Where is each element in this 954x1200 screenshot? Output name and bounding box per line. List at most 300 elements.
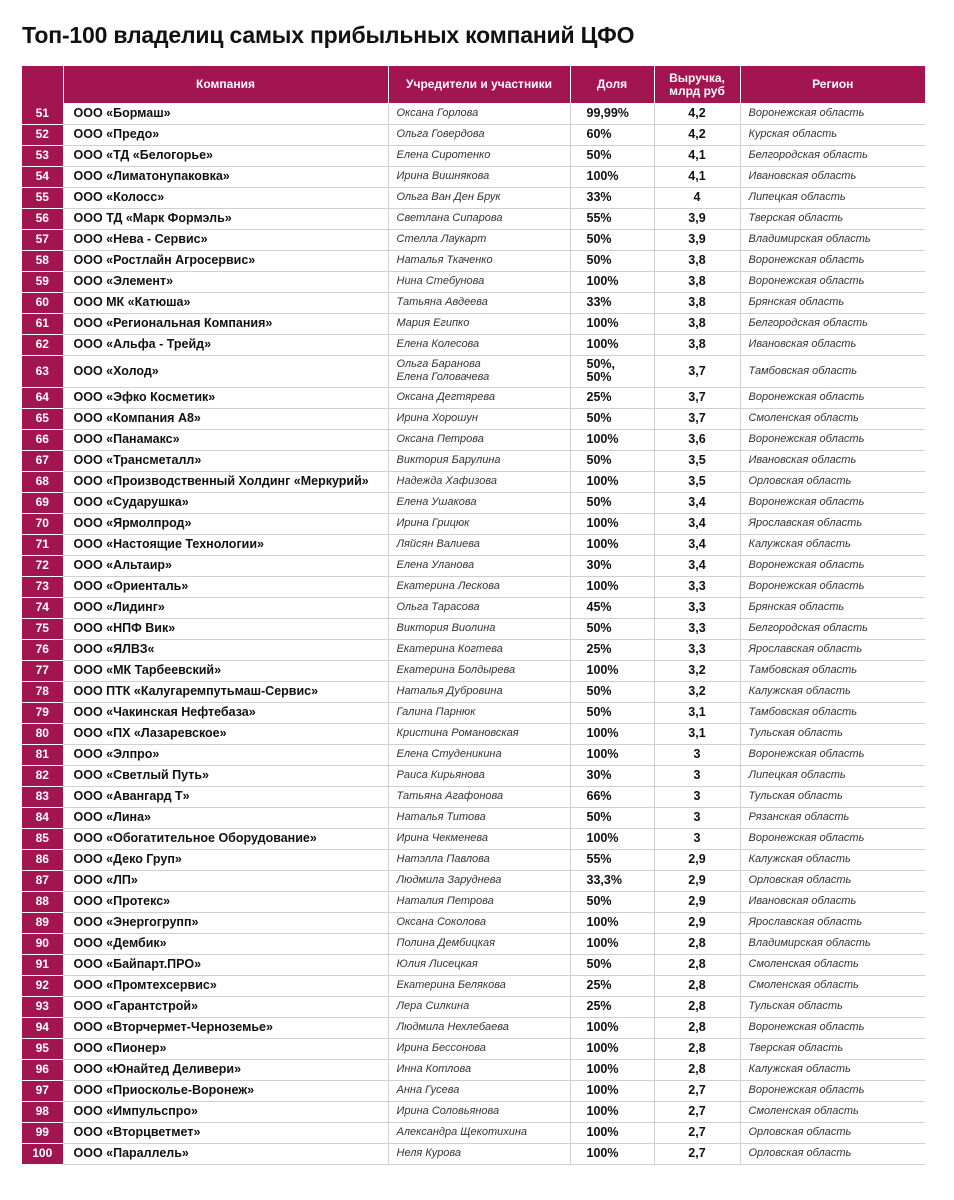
share-cell	[570, 271, 654, 292]
table-row	[22, 103, 925, 124]
revenue-value: 2,9	[654, 891, 740, 912]
revenue-value: 3,8	[654, 313, 740, 334]
revenue-value: 4,2	[654, 103, 740, 124]
company-name: ООО «Вторчермет-Черноземье»	[63, 1017, 388, 1038]
owner-name: Ирина Вишнякова	[396, 170, 490, 182]
table-row	[22, 492, 925, 513]
row-number: 67	[22, 450, 63, 471]
share-value: 100%	[586, 936, 619, 950]
region-name: Белгородская область	[740, 313, 925, 334]
company-name: ООО «Региональная Компания»	[63, 313, 388, 334]
share-value: 99,99%	[586, 105, 629, 120]
owner-name: Светлана Сипарова	[396, 212, 503, 224]
revenue-value: 2,7	[654, 1143, 740, 1164]
owner-name: Елена Сиротенко	[396, 149, 491, 161]
company-name: ООО «Байпарт.ПРО»	[63, 954, 388, 975]
region-name: Воронежская область	[740, 429, 925, 450]
share-value: 100%	[586, 474, 619, 488]
owner-name: Стелла Лаукарт	[396, 233, 487, 245]
company-name: ООО «Элпро»	[63, 744, 388, 765]
owner-name: Ольга Баранова	[396, 358, 481, 370]
owners-cell	[388, 870, 570, 891]
owner-name: Оксана Горлова	[396, 106, 479, 119]
table-row	[22, 229, 925, 250]
owner-name: Татьяна Авдеева	[396, 296, 488, 308]
revenue-value: 2,9	[654, 870, 740, 891]
owner-name: Елена Уланова	[396, 559, 475, 571]
share-cell	[570, 849, 654, 870]
owners-cell	[388, 387, 570, 408]
region-name: Воронежская область	[740, 387, 925, 408]
share-value: 100%	[586, 274, 619, 288]
owner-name: Виктория Виолина	[396, 622, 496, 634]
table-row	[22, 765, 925, 786]
share-value: 55%	[586, 211, 612, 225]
company-name: ООО «Лина»	[63, 807, 388, 828]
owners-cell	[388, 681, 570, 702]
revenue-value: 3	[654, 807, 740, 828]
region-name: Воронежская область	[740, 744, 925, 765]
row-number: 59	[22, 271, 63, 292]
owners-cell	[388, 166, 570, 187]
share-value: 100%	[586, 337, 619, 351]
share-value: 25%	[586, 978, 612, 992]
revenue-value: 3,4	[654, 555, 740, 576]
revenue-value: 2,7	[654, 1101, 740, 1122]
row-number: 91	[22, 954, 63, 975]
region-name: Орловская область	[740, 870, 925, 891]
owner-name: Екатерина Белякова	[396, 979, 506, 991]
company-name: ООО «ЯЛВЗ«	[63, 639, 388, 660]
share-value: 50%	[586, 148, 612, 162]
owners-cell	[388, 250, 570, 271]
revenue-value: 2,8	[654, 954, 740, 975]
owner-name: Наталия Петрова	[396, 895, 494, 907]
table-row	[22, 1080, 925, 1101]
share-cell	[570, 1143, 654, 1164]
owners-cell	[388, 912, 570, 933]
region-name: Воронежская область	[740, 828, 925, 849]
owners-cell	[388, 1143, 570, 1164]
table-row	[22, 870, 925, 891]
region-name: Воронежская область	[740, 1017, 925, 1038]
share-cell	[570, 429, 654, 450]
share-cell	[570, 891, 654, 912]
row-number: 88	[22, 891, 63, 912]
company-name: ООО «Настоящие Технологии»	[63, 534, 388, 555]
company-name: ООО «ТД «Белогорье»	[63, 145, 388, 166]
owner-name: Оксана Соколова	[396, 916, 487, 928]
share-value: 50%	[586, 495, 612, 509]
share-value: 50%	[586, 411, 612, 425]
owner-name: Оксана Петрова	[396, 433, 484, 445]
owners-table	[22, 66, 925, 1165]
company-name: ООО «Панамакс»	[63, 429, 388, 450]
owner-name: Ирина Грицюк	[396, 517, 470, 529]
table-row	[22, 208, 925, 229]
share-value: 100%	[586, 1083, 619, 1097]
region-name: Смоленская область	[740, 1101, 925, 1122]
owners-cell	[388, 1038, 570, 1059]
owner-name: Александра Щекотихина	[396, 1126, 528, 1138]
share-cell	[570, 450, 654, 471]
share-value: 55%	[586, 852, 612, 866]
region-name: Воронежская область	[740, 271, 925, 292]
region-name: Ивановская область	[740, 891, 925, 912]
region-name: Тверская область	[740, 208, 925, 229]
table-row	[22, 555, 925, 576]
region-name: Тверская область	[740, 1038, 925, 1059]
company-name: ООО «Ярмолпрод»	[63, 513, 388, 534]
table-row	[22, 912, 925, 933]
share-value: 100%	[586, 1041, 619, 1055]
share-cell	[570, 292, 654, 313]
row-number: 100	[22, 1143, 63, 1164]
share-value: 30%	[586, 768, 612, 782]
table-row	[22, 744, 925, 765]
company-name: ООО «Авангард Т»	[63, 786, 388, 807]
share-cell	[570, 681, 654, 702]
revenue-value: 3,1	[654, 723, 740, 744]
revenue-value: 4,1	[654, 145, 740, 166]
table-body	[22, 103, 925, 1164]
table-row	[22, 313, 925, 334]
company-name: ООО «Гарантстрой»	[63, 996, 388, 1017]
owner-name: Татьяна Агафонова	[396, 790, 504, 802]
share-cell	[570, 660, 654, 681]
revenue-value: 2,9	[654, 912, 740, 933]
owner-name: Елена Студеникина	[396, 748, 502, 760]
region-name: Брянская область	[740, 292, 925, 313]
company-name: ООО «Деко Груп»	[63, 849, 388, 870]
revenue-value: 3,8	[654, 292, 740, 313]
region-name: Калужская область	[740, 1059, 925, 1080]
share-cell	[570, 975, 654, 996]
table-row	[22, 1038, 925, 1059]
company-name: ООО «Нева - Сервис»	[63, 229, 388, 250]
region-name: Калужская область	[740, 534, 925, 555]
share-value: 100%	[586, 1062, 619, 1076]
region-name: Белгородская область	[740, 618, 925, 639]
revenue-value: 2,8	[654, 975, 740, 996]
company-name: ООО «Светлый Путь»	[63, 765, 388, 786]
row-number: 69	[22, 492, 63, 513]
owners-cell	[388, 639, 570, 660]
table-row	[22, 618, 925, 639]
revenue-value: 2,8	[654, 1017, 740, 1038]
row-number: 99	[22, 1122, 63, 1143]
revenue-value: 3,3	[654, 576, 740, 597]
share-cell	[570, 250, 654, 271]
owners-cell	[388, 450, 570, 471]
owners-cell	[388, 996, 570, 1017]
share-cell	[570, 313, 654, 334]
share-cell	[570, 954, 654, 975]
revenue-value: 4	[654, 187, 740, 208]
row-number: 51	[22, 103, 63, 124]
table-row	[22, 124, 925, 145]
revenue-value: 3,3	[654, 597, 740, 618]
region-name: Воронежская область	[740, 576, 925, 597]
share-value: 33,3%	[586, 873, 622, 887]
owner-name: Кристина Романовская	[396, 727, 519, 739]
region-name: Ярославская область	[740, 912, 925, 933]
share-cell	[570, 534, 654, 555]
table-row	[22, 723, 925, 744]
table-row	[22, 849, 925, 870]
owners-cell	[388, 765, 570, 786]
table-row	[22, 187, 925, 208]
share-cell	[570, 765, 654, 786]
owners-cell	[388, 103, 570, 124]
owner-name: Инна Котлова	[396, 1063, 472, 1075]
table-row	[22, 355, 925, 387]
company-name: ООО «Бормаш»	[63, 103, 388, 124]
row-number: 63	[22, 355, 63, 387]
revenue-value: 3,7	[654, 355, 740, 387]
owner-name: Ирина Чекменева	[396, 832, 488, 844]
share-value: 100%	[586, 1020, 619, 1034]
row-number: 68	[22, 471, 63, 492]
revenue-value: 2,8	[654, 933, 740, 954]
owners-cell	[388, 471, 570, 492]
share-value: 100%	[586, 537, 619, 551]
table-row	[22, 250, 925, 271]
owner-name: Надежда Хафизова	[396, 475, 497, 487]
share-cell	[570, 555, 654, 576]
owner-name: Елена Колесова	[396, 338, 480, 350]
revenue-value: 3,4	[654, 513, 740, 534]
revenue-value: 3,2	[654, 660, 740, 681]
table-row	[22, 891, 925, 912]
table-row	[22, 597, 925, 618]
table-row	[22, 975, 925, 996]
owners-cell	[388, 660, 570, 681]
owners-cell	[388, 933, 570, 954]
header-num	[22, 66, 63, 103]
owner-name: Ольга Говердова	[396, 128, 485, 140]
table-row	[22, 681, 925, 702]
table-row	[22, 271, 925, 292]
row-number: 94	[22, 1017, 63, 1038]
row-number: 90	[22, 933, 63, 954]
owners-cell	[388, 1122, 570, 1143]
row-number: 81	[22, 744, 63, 765]
revenue-value: 3,5	[654, 471, 740, 492]
region-name: Ярославская область	[740, 513, 925, 534]
table-row	[22, 1017, 925, 1038]
region-name: Калужская область	[740, 681, 925, 702]
region-name: Курская область	[740, 124, 925, 145]
share-value: 50%	[586, 370, 612, 384]
share-cell	[570, 1101, 654, 1122]
owners-cell	[388, 618, 570, 639]
owner-name: Ольга Ван Ден Брук	[396, 191, 501, 203]
revenue-value: 2,8	[654, 1059, 740, 1080]
share-cell	[570, 408, 654, 429]
owner-name: Екатерина Болдырева	[396, 664, 516, 676]
region-name: Белгородская область	[740, 145, 925, 166]
company-name: ООО ПТК «Калугаремпутьмаш-Сервис»	[63, 681, 388, 702]
share-cell	[570, 1059, 654, 1080]
row-number: 52	[22, 124, 63, 145]
table-row	[22, 513, 925, 534]
revenue-value: 2,8	[654, 1038, 740, 1059]
share-value: 100%	[586, 726, 619, 740]
table-row	[22, 576, 925, 597]
share-value: 50%	[586, 621, 612, 635]
share-cell	[570, 208, 654, 229]
owners-cell	[388, 576, 570, 597]
share-value: 25%	[586, 390, 612, 404]
region-name: Ивановская область	[740, 334, 925, 355]
share-cell	[570, 912, 654, 933]
share-value: 100%	[586, 915, 619, 929]
owners-cell	[388, 807, 570, 828]
region-name: Орловская область	[740, 1122, 925, 1143]
company-name: ООО «Альфа - Трейд»	[63, 334, 388, 355]
table-row	[22, 1122, 925, 1143]
owners-cell	[388, 313, 570, 334]
revenue-value: 3	[654, 765, 740, 786]
owners-cell	[388, 513, 570, 534]
share-cell	[570, 702, 654, 723]
owners-cell	[388, 334, 570, 355]
revenue-value: 3,7	[654, 387, 740, 408]
owner-name: Ирина Бессонова	[396, 1042, 486, 1054]
company-name: ООО «Альтаир»	[63, 555, 388, 576]
share-cell	[570, 1017, 654, 1038]
share-value: 50%,	[586, 357, 615, 371]
company-name: ООО «Лиматонупаковка»	[63, 166, 388, 187]
revenue-value: 3	[654, 828, 740, 849]
row-number: 61	[22, 313, 63, 334]
row-number: 60	[22, 292, 63, 313]
share-value: 100%	[586, 579, 619, 593]
revenue-value: 3,2	[654, 681, 740, 702]
share-cell	[570, 1080, 654, 1101]
row-number: 84	[22, 807, 63, 828]
header-owners: Учредители и участники	[388, 66, 570, 103]
table-row	[22, 334, 925, 355]
owners-cell	[388, 1101, 570, 1122]
owners-cell	[388, 744, 570, 765]
company-name: ООО «Обогатительное Оборудование»	[63, 828, 388, 849]
company-name: ООО «Импульспро»	[63, 1101, 388, 1122]
owner-name: Раиса Кирьянова	[396, 769, 485, 781]
row-number: 72	[22, 555, 63, 576]
table-row	[22, 408, 925, 429]
row-number: 70	[22, 513, 63, 534]
table-row	[22, 534, 925, 555]
share-value: 50%	[586, 232, 612, 246]
share-value: 25%	[586, 642, 612, 656]
table-row	[22, 639, 925, 660]
share-value: 100%	[586, 316, 619, 330]
company-name: ООО «Дембик»	[63, 933, 388, 954]
share-cell	[570, 639, 654, 660]
owner-name: Полина Дембицкая	[396, 937, 495, 949]
revenue-value: 3,8	[654, 334, 740, 355]
share-value: 50%	[586, 894, 612, 908]
region-name: Калужская область	[740, 849, 925, 870]
owners-cell	[388, 975, 570, 996]
row-number: 65	[22, 408, 63, 429]
revenue-value: 3,1	[654, 702, 740, 723]
owners-cell	[388, 271, 570, 292]
owners-cell	[388, 292, 570, 313]
row-number: 83	[22, 786, 63, 807]
row-number: 56	[22, 208, 63, 229]
share-value: 100%	[586, 663, 619, 677]
owner-name: Наталья Титова	[396, 811, 486, 823]
region-name: Липецкая область	[740, 765, 925, 786]
owners-cell	[388, 229, 570, 250]
company-name: ООО «Промтехсервис»	[63, 975, 388, 996]
share-cell	[570, 828, 654, 849]
table-row	[22, 429, 925, 450]
share-cell	[570, 513, 654, 534]
owner-name: Ольга Тарасова	[396, 601, 480, 613]
owner-name: Наталья Ткаченко	[396, 254, 493, 266]
company-name: ООО «ПХ «Лазаревское»	[63, 723, 388, 744]
company-name: ООО «Предо»	[63, 124, 388, 145]
owners-cell	[388, 187, 570, 208]
table-row	[22, 996, 925, 1017]
owner-name: Екатерина Когтева	[396, 643, 503, 655]
share-value: 33%	[586, 190, 612, 204]
share-cell	[570, 124, 654, 145]
table-row	[22, 807, 925, 828]
company-name: ООО «Вторцветмет»	[63, 1122, 388, 1143]
region-name: Воронежская область	[740, 1080, 925, 1101]
revenue-value: 3,4	[654, 534, 740, 555]
revenue-value: 2,8	[654, 996, 740, 1017]
share-cell	[570, 1038, 654, 1059]
company-name: ООО «Сударушка»	[63, 492, 388, 513]
share-value: 100%	[586, 1125, 619, 1139]
share-value: 60%	[586, 127, 612, 141]
company-name: ООО «Компания А8»	[63, 408, 388, 429]
owner-name: Людмила Нехлебаева	[396, 1021, 509, 1033]
share-value: 100%	[586, 747, 619, 761]
table-row	[22, 660, 925, 681]
region-name: Владимирская область	[740, 229, 925, 250]
revenue-value: 3,9	[654, 229, 740, 250]
share-cell	[570, 187, 654, 208]
company-name: ООО «Эфко Косметик»	[63, 387, 388, 408]
share-value: 100%	[586, 516, 619, 530]
row-number: 89	[22, 912, 63, 933]
share-cell	[570, 334, 654, 355]
owners-cell	[388, 828, 570, 849]
row-number: 73	[22, 576, 63, 597]
table-row	[22, 828, 925, 849]
revenue-value: 3,8	[654, 250, 740, 271]
row-number: 66	[22, 429, 63, 450]
owners-cell	[388, 786, 570, 807]
revenue-value: 3,7	[654, 408, 740, 429]
row-number: 93	[22, 996, 63, 1017]
owners-cell	[388, 723, 570, 744]
share-value: 66%	[586, 789, 612, 803]
share-cell	[570, 576, 654, 597]
share-cell	[570, 387, 654, 408]
owner-name: Ляйсян Валиева	[396, 538, 480, 550]
owners-cell	[388, 1080, 570, 1101]
owners-cell	[388, 1059, 570, 1080]
row-number: 75	[22, 618, 63, 639]
